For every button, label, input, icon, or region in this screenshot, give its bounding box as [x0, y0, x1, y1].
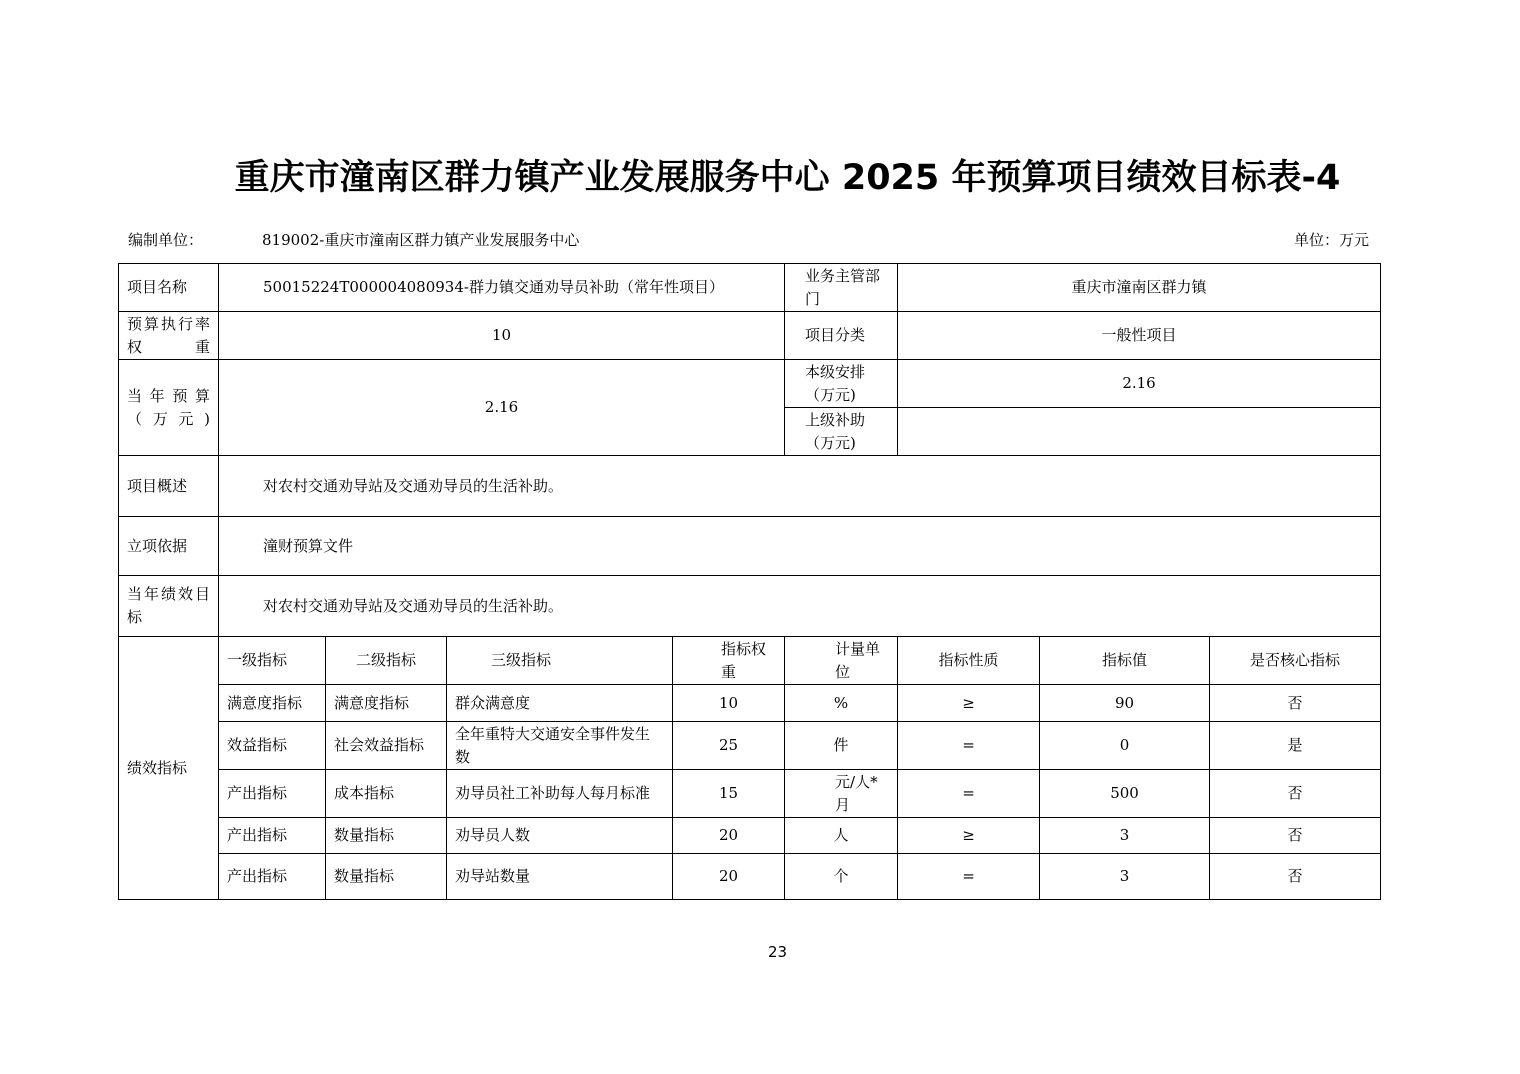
category-value: 一般性项目 [898, 312, 1381, 360]
table-row [119, 722, 1381, 770]
indicator-header-row [119, 637, 1381, 685]
row-level3: 群众满意度 [447, 685, 673, 722]
page-title: 重庆市潼南区群力镇产业发展服务中心 2025 年预算项目绩效目标表-4 [234, 158, 1341, 198]
local-label: 本级安排（万元) [785, 360, 898, 408]
row-core: 是 [1210, 722, 1381, 770]
row-weight: 20 [673, 818, 785, 854]
table-row [119, 770, 1381, 818]
row-nature: = [898, 722, 1040, 770]
dept-value: 重庆市潼南区群力镇 [898, 264, 1381, 312]
row-weight: 20 [673, 854, 785, 900]
row-level2: 数量指标 [326, 818, 447, 854]
header-weight: 指标权重 [673, 637, 785, 685]
header-core: 是否核心指标 [1210, 637, 1381, 685]
row-weight: 15 [673, 770, 785, 818]
upper-value [898, 408, 1381, 456]
performance-table [118, 263, 1381, 900]
row-value: 3 [1040, 818, 1210, 854]
row-weight: 25 [673, 722, 785, 770]
budget-label: 当年预算（万元) [119, 360, 219, 456]
row-level1: 产出指标 [219, 818, 326, 854]
header-nature: 指标性质 [898, 637, 1040, 685]
table-row [119, 854, 1381, 900]
row-value: 90 [1040, 685, 1210, 722]
row-level2: 社会效益指标 [326, 722, 447, 770]
overview-value: 对农村交通劝导站及交通劝导员的生活补助。 [219, 456, 1381, 517]
row-level2: 成本指标 [326, 770, 447, 818]
row-nature: ≥ [898, 685, 1040, 722]
local-value: 2.16 [898, 360, 1381, 408]
row-value: 0 [1040, 722, 1210, 770]
page-number: 23 [767, 943, 788, 961]
row-budget-1 [119, 360, 1381, 408]
row-unit: 人 [785, 818, 898, 854]
row-core: 否 [1210, 770, 1381, 818]
row-unit: 件 [785, 722, 898, 770]
table-row [119, 818, 1381, 854]
row-level3: 全年重特大交通安全事件发生数 [447, 722, 673, 770]
header-value: 指标值 [1040, 637, 1210, 685]
header-level1: 一级指标 [219, 637, 326, 685]
row-project-name [119, 264, 1381, 312]
compiler-label: 编制单位： [128, 231, 204, 249]
basis-value: 潼财预算文件 [219, 517, 1381, 576]
header-level3: 三级指标 [447, 637, 673, 685]
dept-label: 业务主管部门 [785, 264, 898, 312]
row-nature: ≥ [898, 818, 1040, 854]
exec-weight-value: 10 [219, 312, 785, 360]
row-weight: 10 [673, 685, 785, 722]
row-unit: 个 [785, 854, 898, 900]
row-value: 3 [1040, 854, 1210, 900]
row-level2: 数量指标 [326, 854, 447, 900]
row-level1: 产出指标 [219, 770, 326, 818]
row-unit: 元/人*月 [785, 770, 898, 818]
row-value: 500 [1040, 770, 1210, 818]
project-name-value: 50015224T000004080934-群力镇交通劝导员补助（常年性项目） [219, 264, 785, 312]
budget-value: 2.16 [219, 360, 785, 456]
row-core: 否 [1210, 818, 1381, 854]
goal-label: 当年绩效目标 [119, 576, 219, 637]
row-unit: % [785, 685, 898, 722]
currency-unit: 单位：万元 [1293, 231, 1369, 249]
row-level1: 效益指标 [219, 722, 326, 770]
row-level1: 产出指标 [219, 854, 326, 900]
header-level2: 二级指标 [326, 637, 447, 685]
row-nature: = [898, 770, 1040, 818]
overview-label: 项目概述 [119, 456, 219, 517]
project-name-label: 项目名称 [119, 264, 219, 312]
row-level3: 劝导员人数 [447, 818, 673, 854]
row-level1: 满意度指标 [219, 685, 326, 722]
row-basis [119, 517, 1381, 576]
table-row [119, 685, 1381, 722]
exec-weight-label: 预算执行率权重 [119, 312, 219, 360]
row-level2: 满意度指标 [326, 685, 447, 722]
category-label: 项目分类 [785, 312, 898, 360]
row-core: 否 [1210, 854, 1381, 900]
basis-label: 立项依据 [119, 517, 219, 576]
indicators-section-label: 绩效指标 [119, 637, 219, 900]
row-core: 否 [1210, 685, 1381, 722]
row-goal [119, 576, 1381, 637]
row-nature: = [898, 854, 1040, 900]
upper-label: 上级补助（万元) [785, 408, 898, 456]
goal-value: 对农村交通劝导站及交通劝导员的生活补助。 [219, 576, 1381, 637]
row-level3: 劝导站数量 [447, 854, 673, 900]
compiler-value: 819002-重庆市潼南区群力镇产业发展服务中心 [262, 231, 580, 249]
row-exec-weight [119, 312, 1381, 360]
row-overview [119, 456, 1381, 517]
header-unit: 计量单位 [785, 637, 898, 685]
row-level3: 劝导员社工补助每人每月标准 [447, 770, 673, 818]
